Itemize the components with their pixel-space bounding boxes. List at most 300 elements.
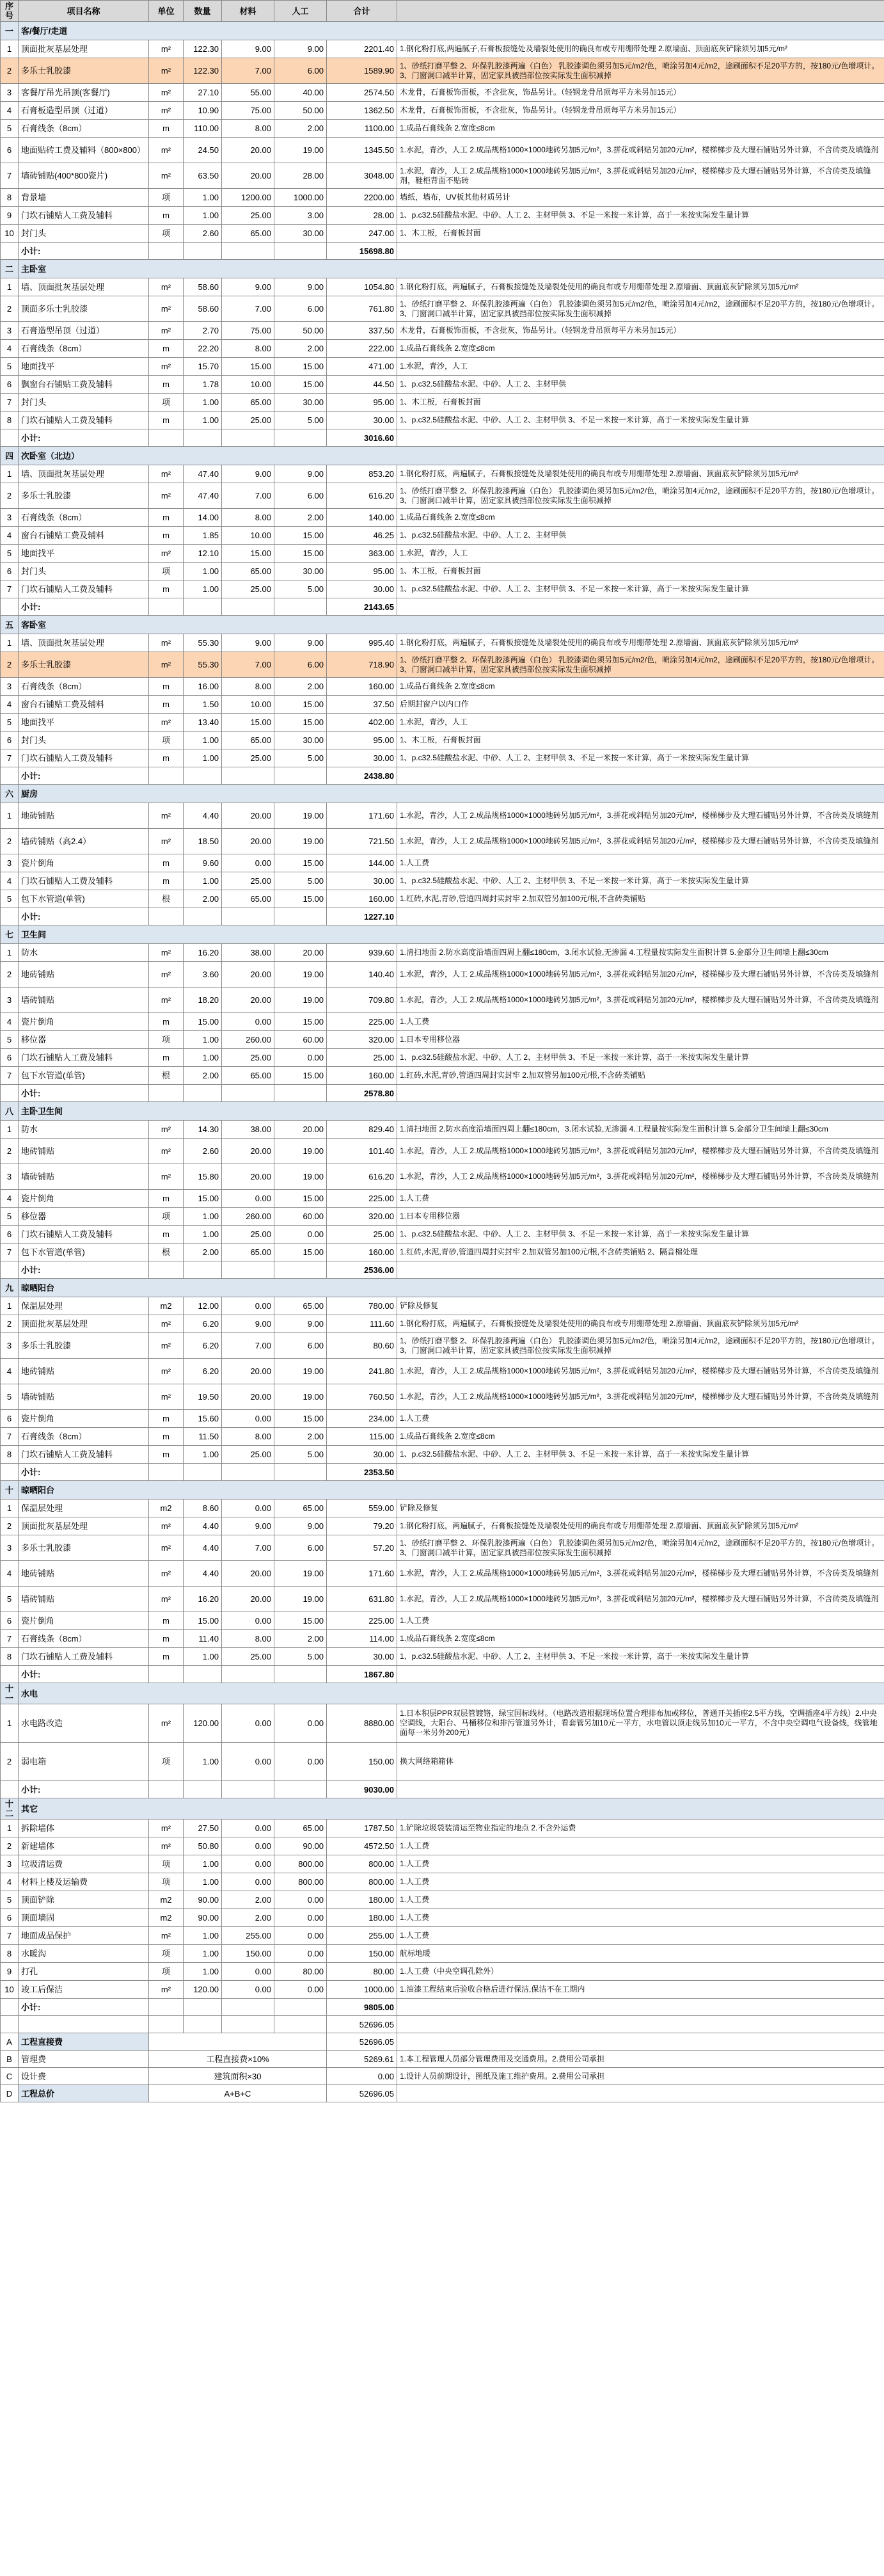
item-labor: 2.00 xyxy=(274,1630,327,1648)
item-material: 15.00 xyxy=(222,545,274,563)
item-name: 背景墙 xyxy=(19,189,149,207)
item-note: 木龙骨，石膏板饰面板，不含批灰，饰品另计。（轻钢龙骨吊顶每平方米另加15元） xyxy=(397,84,884,102)
item-note: 1.水泥，青沙，人工 xyxy=(397,714,884,732)
cell xyxy=(184,1666,222,1683)
cell xyxy=(274,243,327,260)
row-number: 4 xyxy=(1,1359,19,1384)
subtotal-value: 15698.80 xyxy=(327,243,397,260)
item-material: 25.00 xyxy=(222,412,274,429)
row-number: 2 xyxy=(1,1315,19,1333)
item-labor: 0.00 xyxy=(274,1704,327,1743)
item-unit: 项 xyxy=(149,394,184,412)
item-labor: 19.00 xyxy=(274,1164,327,1190)
item-total: 171.60 xyxy=(327,803,397,829)
row-number: 7 xyxy=(1,394,19,412)
item-labor: 30.00 xyxy=(274,394,327,412)
row-number: 7 xyxy=(1,580,19,598)
cell xyxy=(149,1464,184,1481)
item-total: 320.00 xyxy=(327,1031,397,1049)
item-unit: m² xyxy=(149,545,184,563)
table-row xyxy=(1,465,884,483)
item-total: 760.50 xyxy=(327,1384,397,1410)
item-material: 10.00 xyxy=(222,696,274,714)
item-total: 1100.00 xyxy=(327,120,397,138)
item-name: 墙砖铺贴 xyxy=(19,1587,149,1612)
item-quantity: 55.30 xyxy=(184,652,222,678)
item-quantity: 1.00 xyxy=(184,189,222,207)
table-row xyxy=(1,1873,884,1891)
item-name: 顶面多乐士乳胶漆 xyxy=(19,296,149,322)
item-material: 20.00 xyxy=(222,1561,274,1587)
table-row xyxy=(1,1333,884,1359)
item-quantity: 1.00 xyxy=(184,563,222,580)
cell xyxy=(222,908,274,925)
col-header: 材料 xyxy=(222,1,274,22)
item-labor: 6.00 xyxy=(274,296,327,322)
table-row xyxy=(1,1244,884,1261)
row-number: 8 xyxy=(1,1648,19,1666)
summary-label: 工程直接费 xyxy=(19,2033,149,2051)
item-total: 160.00 xyxy=(327,678,397,696)
item-labor: 90.00 xyxy=(274,1837,327,1855)
cell xyxy=(184,1464,222,1481)
summary-note xyxy=(397,2033,884,2051)
item-name: 地面成品保护 xyxy=(19,1927,149,1945)
item-note: 1.人工费（中央空调孔除外） xyxy=(397,1963,884,1981)
item-quantity: 1.00 xyxy=(184,1927,222,1945)
cell xyxy=(149,1999,184,2016)
item-name: 石膏线条（8cm） xyxy=(19,120,149,138)
item-note: 1、p.c32.5硅酸盐水泥、中砂、人工 2、主材甲供 3、不足一米按一米计算，高于一米按实际发生量计算 xyxy=(397,1049,884,1067)
section-number: 一 xyxy=(1,22,19,40)
item-material: 65.00 xyxy=(222,225,274,243)
item-unit: m² xyxy=(149,944,184,962)
item-note: 墙纸，墙布，UV板其他材质另计 xyxy=(397,189,884,207)
col-header: 人工 xyxy=(274,1,327,22)
item-name: 顶面批灰基层处理 xyxy=(19,1517,149,1535)
subtotal-row xyxy=(1,1666,884,1683)
row-number: 8 xyxy=(1,1446,19,1464)
item-name: 防水 xyxy=(19,1121,149,1139)
item-note: 1、砂纸打磨平整 2、环保乳胶漆两遍（白色） 乳胶漆调色须另加5元/m2/色，喷涂另加4元/m2，途刷面积不足20平方的，按180元/色增项计。3、门窗洞口减半计算，固定家具被挡部位按实际发生面积减掉 xyxy=(397,1333,884,1359)
table-row xyxy=(1,1630,884,1648)
section-number: 九 xyxy=(1,1279,19,1297)
item-total: 46.25 xyxy=(327,527,397,545)
item-unit: m xyxy=(149,527,184,545)
cell xyxy=(184,598,222,616)
item-unit: m² xyxy=(149,1517,184,1535)
item-note: 1、砂纸打磨平整 2、环保乳胶漆两遍（白色） 乳胶漆调色须另加5元/m2/色，喷涂另加4元/m2，途刷面积不足20平方的，按180元/色增项计。3、门窗洞口减半计算，固定家具被挡部位按实际发生面积减掉 xyxy=(397,652,884,678)
item-material: 75.00 xyxy=(222,102,274,120)
item-total: 30.00 xyxy=(327,412,397,429)
cell xyxy=(274,598,327,616)
item-name: 门坎石铺贴人工费及辅料 xyxy=(19,207,149,225)
item-total: 1054.80 xyxy=(327,278,397,296)
row-number: 7 xyxy=(1,1927,19,1945)
item-quantity: 1.50 xyxy=(184,696,222,714)
item-labor: 800.00 xyxy=(274,1855,327,1873)
table-row xyxy=(1,40,884,58)
item-quantity: 2.70 xyxy=(184,322,222,340)
item-total: 2201.40 xyxy=(327,40,397,58)
item-unit: m xyxy=(149,580,184,598)
item-quantity: 19.50 xyxy=(184,1384,222,1410)
item-material: 260.00 xyxy=(222,1031,274,1049)
item-quantity: 90.00 xyxy=(184,1891,222,1909)
table-row xyxy=(1,1981,884,1999)
item-unit: m² xyxy=(149,1359,184,1384)
table-row xyxy=(1,225,884,243)
row-number: 4 xyxy=(1,102,19,120)
subtotal-label: 小计: xyxy=(19,1781,149,1798)
row-number: 10 xyxy=(1,1981,19,1999)
cell xyxy=(1,1781,19,1798)
table-row xyxy=(1,483,884,509)
row-number: 9 xyxy=(1,207,19,225)
item-labor: 19.00 xyxy=(274,803,327,829)
cell xyxy=(1,908,19,925)
table-row xyxy=(1,1855,884,1873)
item-labor: 80.00 xyxy=(274,1963,327,1981)
row-number: 1 xyxy=(1,634,19,652)
item-note: 1.水泥，青沙，人工 2.成品规格1000×1000地砖另加5元/m²，3.拼花或斜贴另加20元/m²，楼梯梯步及大理石铺贴另外计算，不含砖类及填缝剂 xyxy=(397,1587,884,1612)
cell xyxy=(222,243,274,260)
subtotal-row xyxy=(1,598,884,616)
item-unit: m xyxy=(149,1612,184,1630)
cell xyxy=(222,1781,274,1798)
row-number: 7 xyxy=(1,1067,19,1085)
cell xyxy=(184,767,222,785)
row-number: 1 xyxy=(1,1500,19,1517)
item-total: 30.00 xyxy=(327,749,397,767)
item-name: 瓷片倒角 xyxy=(19,1013,149,1031)
section-title: 主卧室 xyxy=(19,260,884,278)
item-quantity: 15.00 xyxy=(184,1190,222,1208)
item-name: 包下水管道(单管) xyxy=(19,1244,149,1261)
cell xyxy=(149,598,184,616)
item-material: 65.00 xyxy=(222,563,274,580)
item-labor: 15.00 xyxy=(274,1410,327,1428)
item-note: 1.水泥，青沙，人工 xyxy=(397,545,884,563)
summary-basis: A+B+C xyxy=(149,2085,327,2102)
item-total: 718.90 xyxy=(327,652,397,678)
item-total: 234.00 xyxy=(327,1410,397,1428)
item-note: 1、p.c32.5硅酸盐水泥、中砂、人工 2、主材甲供 3、不足一米按一米计算，高于一米按实际发生量计算 xyxy=(397,580,884,598)
cell xyxy=(149,1261,184,1279)
subtotal-value: 2143.65 xyxy=(327,598,397,616)
cell xyxy=(1,767,19,785)
item-note: 铲除及修复 xyxy=(397,1297,884,1315)
row-number: 1 xyxy=(1,1297,19,1315)
table-row xyxy=(1,296,884,322)
item-total: 225.00 xyxy=(327,1013,397,1031)
item-labor: 65.00 xyxy=(274,1297,327,1315)
item-note: 1.水泥，青沙，人工 2.成品规格1000×1000地砖另加5元/m²，3.拼花或斜贴另加20元/m²，楼梯梯步及大理石铺贴另外计算，不含砖类及填缝剂，鞋柜背面不贴砖 xyxy=(397,163,884,189)
item-total: 25.00 xyxy=(327,1049,397,1067)
section-title: 客卧室 xyxy=(19,616,884,634)
item-note: 木龙骨，石膏板饰面板，不含批灰，饰品另计。（轻钢龙骨吊顶每平方米另加15元） xyxy=(397,322,884,340)
item-name: 瓷片倒角 xyxy=(19,1410,149,1428)
item-labor: 19.00 xyxy=(274,962,327,988)
item-note: 1.人工费 xyxy=(397,1013,884,1031)
summary-total: 5269.61 xyxy=(327,2051,397,2068)
row-number: 5 xyxy=(1,358,19,376)
row-number: 1 xyxy=(1,803,19,829)
cell xyxy=(397,1085,884,1102)
row-number: 4 xyxy=(1,872,19,890)
section-title: 晾晒阳台 xyxy=(19,1279,884,1297)
item-quantity: 9.60 xyxy=(184,854,222,872)
item-quantity: 27.10 xyxy=(184,84,222,102)
section-header xyxy=(1,1481,884,1500)
item-unit: m² xyxy=(149,1820,184,1837)
section-header xyxy=(1,616,884,634)
item-total: 780.00 xyxy=(327,1297,397,1315)
item-total: 30.00 xyxy=(327,1446,397,1464)
item-note: 1、砂纸打磨平整 2、环保乳胶漆两遍（白色） 乳胶漆调色须另加5元/m2/色，喷涂另加4元/m2，途刷面积不足20平方的，按180元/色增项计。3、门窗洞口减半计算，固定家具被挡部位按实际发生面积减掉 xyxy=(397,483,884,509)
section-title: 客/餐厅/走道 xyxy=(19,22,884,40)
section-title: 晾晒阳台 xyxy=(19,1481,884,1500)
cell xyxy=(1,429,19,447)
item-total: 4572.50 xyxy=(327,1837,397,1855)
item-note: 1、p.c32.5硅酸盐水泥、中砂、人工 2、主材甲供 xyxy=(397,527,884,545)
item-name: 墙、顶面批灰基层处理 xyxy=(19,634,149,652)
summary-total: 0.00 xyxy=(327,2068,397,2085)
row-number: 2 xyxy=(1,58,19,84)
row-number: 3 xyxy=(1,1333,19,1359)
item-note: 1.成品石膏线条 2.宽度≤8cm xyxy=(397,120,884,138)
item-unit: m² xyxy=(149,714,184,732)
item-quantity: 8.60 xyxy=(184,1500,222,1517)
item-note: 1.钢化粉打底，两遍腻子，石膏板接缝处及墙裂处使用的确良布或专用绷带处理 2.原墙面、顶面底灰铲除须另加5元/m² xyxy=(397,465,884,483)
item-unit: 项 xyxy=(149,1873,184,1891)
item-unit: m xyxy=(149,678,184,696)
summary-basis xyxy=(149,2033,327,2051)
item-quantity: 1.00 xyxy=(184,1855,222,1873)
table-row xyxy=(1,1031,884,1049)
cell xyxy=(222,1464,274,1481)
item-name: 拆除墙体 xyxy=(19,1820,149,1837)
item-name: 地面贴砖工费及辅料（800×800） xyxy=(19,138,149,163)
row-number: 1 xyxy=(1,40,19,58)
item-unit: 项 xyxy=(149,189,184,207)
table-row xyxy=(1,1561,884,1587)
item-labor: 30.00 xyxy=(274,732,327,749)
item-labor: 9.00 xyxy=(274,1315,327,1333)
item-name: 墙、顶面批灰基层处理 xyxy=(19,278,149,296)
item-labor: 65.00 xyxy=(274,1820,327,1837)
col-header: 合计 xyxy=(327,1,397,22)
item-name: 门坎石铺贴人工费及辅料 xyxy=(19,1049,149,1067)
table-row xyxy=(1,412,884,429)
item-material: 20.00 xyxy=(222,1139,274,1164)
item-total: 80.00 xyxy=(327,1963,397,1981)
item-unit: m xyxy=(149,1410,184,1428)
item-name: 水暖沟 xyxy=(19,1945,149,1963)
item-quantity: 1.00 xyxy=(184,394,222,412)
item-note: 铲除及修复 xyxy=(397,1500,884,1517)
table-row xyxy=(1,1384,884,1410)
item-unit: 项 xyxy=(149,225,184,243)
table-row xyxy=(1,678,884,696)
item-labor: 60.00 xyxy=(274,1031,327,1049)
cell xyxy=(397,1781,884,1798)
item-material: 55.00 xyxy=(222,84,274,102)
item-material: 38.00 xyxy=(222,944,274,962)
item-name: 地砖铺贴 xyxy=(19,1359,149,1384)
item-quantity: 2.00 xyxy=(184,890,222,908)
cell xyxy=(397,1999,884,2016)
item-unit: m xyxy=(149,854,184,872)
row-number: 5 xyxy=(1,1031,19,1049)
section-number: 七 xyxy=(1,925,19,944)
item-material: 20.00 xyxy=(222,1587,274,1612)
item-name: 新建墙体 xyxy=(19,1837,149,1855)
item-unit: m xyxy=(149,340,184,358)
table-row xyxy=(1,207,884,225)
item-quantity: 122.30 xyxy=(184,58,222,84)
item-quantity: 55.30 xyxy=(184,634,222,652)
item-unit: m xyxy=(149,207,184,225)
cell xyxy=(1,1261,19,1279)
item-material: 25.00 xyxy=(222,580,274,598)
item-material: 9.00 xyxy=(222,40,274,58)
section-number: 五 xyxy=(1,616,19,634)
item-labor: 5.00 xyxy=(274,1648,327,1666)
table-row xyxy=(1,1013,884,1031)
cell xyxy=(274,1464,327,1481)
table-row xyxy=(1,732,884,749)
item-material: 15.00 xyxy=(222,358,274,376)
item-total: 114.00 xyxy=(327,1630,397,1648)
cell xyxy=(222,1261,274,1279)
item-quantity: 1.00 xyxy=(184,1446,222,1464)
cell xyxy=(149,1781,184,1798)
item-quantity: 122.30 xyxy=(184,40,222,58)
item-quantity: 2.00 xyxy=(184,1244,222,1261)
item-total: 853.20 xyxy=(327,465,397,483)
item-unit: m² xyxy=(149,1535,184,1561)
cell xyxy=(397,767,884,785)
item-unit: m² xyxy=(149,962,184,988)
item-material: 20.00 xyxy=(222,163,274,189)
item-unit: m² xyxy=(149,1333,184,1359)
table-header xyxy=(1,1,884,22)
table-row xyxy=(1,1049,884,1067)
item-quantity: 10.90 xyxy=(184,102,222,120)
table-row xyxy=(1,138,884,163)
table-row xyxy=(1,1820,884,1837)
item-quantity: 1.78 xyxy=(184,376,222,394)
item-material: 2.00 xyxy=(222,1909,274,1927)
item-name: 客餐厅吊光吊顶(客餐厅) xyxy=(19,84,149,102)
item-total: 30.00 xyxy=(327,1648,397,1666)
table-row xyxy=(1,545,884,563)
table-row xyxy=(1,944,884,962)
item-labor: 40.00 xyxy=(274,84,327,102)
item-quantity: 1.85 xyxy=(184,527,222,545)
item-unit: 根 xyxy=(149,890,184,908)
section-title: 其它 xyxy=(19,1798,884,1820)
item-unit: m² xyxy=(149,652,184,678)
item-labor: 0.00 xyxy=(274,1891,327,1909)
item-note: 1、p.c32.5硅酸盐水泥、中砂、人工 2、主材甲供 3、不足一米按一米计算，高于一米按实际发生量计算 xyxy=(397,872,884,890)
item-unit: m² xyxy=(149,1164,184,1190)
item-note: 1.人工费 xyxy=(397,1855,884,1873)
row-number: 1 xyxy=(1,1820,19,1837)
item-labor: 15.00 xyxy=(274,1612,327,1630)
subtotal-row xyxy=(1,908,884,925)
item-labor: 19.00 xyxy=(274,829,327,854)
section-title: 主卧卫生间 xyxy=(19,1102,884,1121)
item-material: 255.00 xyxy=(222,1927,274,1945)
item-quantity: 63.50 xyxy=(184,163,222,189)
table-row xyxy=(1,696,884,714)
row-number: 6 xyxy=(1,1226,19,1244)
item-total: 337.50 xyxy=(327,322,397,340)
item-labor: 6.00 xyxy=(274,483,327,509)
item-labor: 19.00 xyxy=(274,1561,327,1587)
item-name: 石膏线条（8cm） xyxy=(19,678,149,696)
item-name: 弱电箱 xyxy=(19,1743,149,1781)
item-name: 地面找平 xyxy=(19,714,149,732)
row-number: 9 xyxy=(1,1963,19,1981)
section-header xyxy=(1,1798,884,1820)
item-total: 28.00 xyxy=(327,207,397,225)
item-labor: 19.00 xyxy=(274,1587,327,1612)
summary-total: 52696.05 xyxy=(327,2085,397,2102)
row-number: 1 xyxy=(1,1121,19,1139)
item-name: 多乐士乳胶漆 xyxy=(19,1333,149,1359)
item-note: 木龙骨，石膏板饰面板，不含批灰，饰品另计。（轻钢龙骨吊顶每平方米另加15元） xyxy=(397,102,884,120)
item-total: 1000.00 xyxy=(327,1981,397,1999)
subtotal-value: 2536.00 xyxy=(327,1261,397,1279)
item-note: 1.人工费 xyxy=(397,1909,884,1927)
item-note: 1.水泥，青沙，人工 2.成品规格1000×1000地砖另加5元/m²，3.拼花或斜贴另加20元/m²，楼梯梯步及大理石铺贴另外计算，不含砖类及填缝剂 xyxy=(397,1139,884,1164)
item-labor: 15.00 xyxy=(274,1190,327,1208)
item-labor: 9.00 xyxy=(274,634,327,652)
item-note: 1、砂纸打磨平整 2、环保乳胶漆两遍（白色） 乳胶漆调色须另加5元/m2/色，喷涂另加4元/m2，途刷面积不足20平方的，按180元/色增项计。3、门窗洞口减半计算，固定家具被挡部位按实际发生面积减掉 xyxy=(397,1535,884,1561)
item-quantity: 15.70 xyxy=(184,358,222,376)
item-material: 65.00 xyxy=(222,732,274,749)
item-material: 9.00 xyxy=(222,634,274,652)
item-total: 160.00 xyxy=(327,1067,397,1085)
item-note: 1.红砖,水泥,青砂,管道四周封实封牢 2.加双管另加100元/根,不含砖类铺贴 xyxy=(397,1067,884,1085)
item-note: 1.钢化粉打底,两遍腻子,石膏板接缝处及墙裂处使用的确良布或专用绷带处理 2.原墙面、顶面底灰铲除须另加5元/m² xyxy=(397,40,884,58)
item-labor: 5.00 xyxy=(274,749,327,767)
item-unit: m xyxy=(149,749,184,767)
table-row xyxy=(1,278,884,296)
item-unit: m² xyxy=(149,1927,184,1945)
item-unit: m xyxy=(149,696,184,714)
item-name: 打孔 xyxy=(19,1963,149,1981)
item-labor: 15.00 xyxy=(274,696,327,714)
item-note: 1.日本专用移位器 xyxy=(397,1208,884,1226)
item-unit: 根 xyxy=(149,1244,184,1261)
item-labor: 15.00 xyxy=(274,545,327,563)
item-total: 1362.50 xyxy=(327,102,397,120)
item-note: 1.人工费 xyxy=(397,1927,884,1945)
item-total: 95.00 xyxy=(327,394,397,412)
cell xyxy=(397,243,884,260)
item-name: 门坎石铺贴人工费及辅料 xyxy=(19,580,149,598)
table-row xyxy=(1,1190,884,1208)
item-total: 363.00 xyxy=(327,545,397,563)
item-total: 402.00 xyxy=(327,714,397,732)
subtotal-label: 小计: xyxy=(19,1085,149,1102)
item-material: 0.00 xyxy=(222,854,274,872)
cell xyxy=(274,1781,327,1798)
